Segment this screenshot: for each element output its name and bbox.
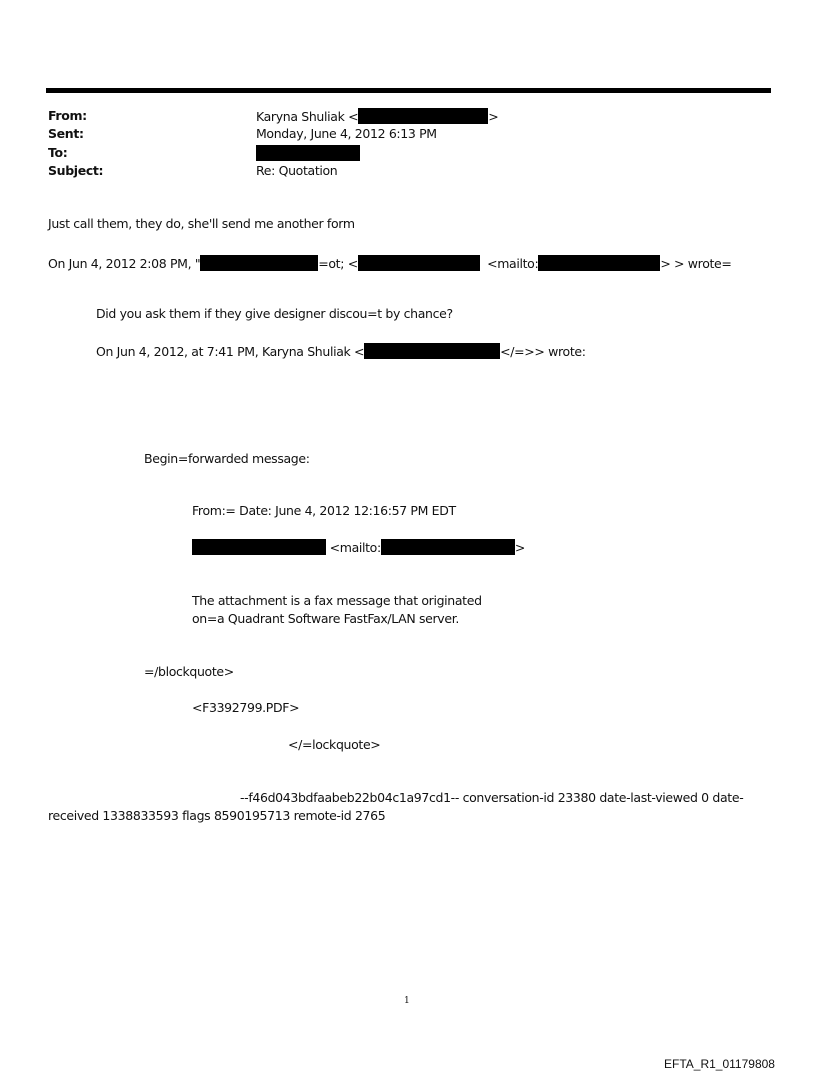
subject-value: Re: Quotation <box>256 163 338 178</box>
meta-line-2: received 1338833593 flags 8590195713 remote-id 2765 <box>48 808 386 823</box>
lockquote-line: </=lockquote> <box>288 737 381 752</box>
on-line-start: On Jun 4, 2012 2:08 PM, " <box>48 256 201 271</box>
meta-line-1: --f46d043bdfaabeb22b04c1a97cd1-- conversation-id 23380 date-last-viewed 0 date- <box>240 790 744 805</box>
on-line-ot: =ot; < <box>318 256 358 271</box>
on-wrote-line <box>48 255 732 272</box>
blockquote-end: =/blockquote> <box>144 664 234 679</box>
from-name: Karyna Shuliak < <box>256 109 359 124</box>
body-line-1: Just call them, they do, she'll send me another form <box>48 216 355 231</box>
attachment-line-1: The attachment is a fax message that originated <box>192 593 482 608</box>
quote-line-2-start: On Jun 4, 2012, at 7:41 PM, Karyna Shuliak < <box>96 344 365 359</box>
redaction-block <box>364 343 500 359</box>
sent-value: Monday, June 4, 2012 6:13 PM <box>256 126 437 141</box>
begin-forwarded: Begin=forwarded message: <box>144 451 310 466</box>
pdf-attachment-name: <F3392799.PDF> <box>192 700 300 715</box>
redaction-block <box>200 255 318 271</box>
redaction-block <box>192 539 326 555</box>
redaction-block <box>358 255 480 271</box>
bates-number: EFTA_R1_01179808 <box>664 1057 775 1071</box>
forwarded-mailto: <mailto: <box>329 540 381 555</box>
redaction-block <box>381 539 515 555</box>
page-number: 1 <box>404 996 410 1006</box>
to-label: To: <box>48 145 68 160</box>
from-close: > <box>488 109 499 124</box>
forwarded-sender-line <box>192 539 525 556</box>
header-rule <box>46 88 771 93</box>
on-line-mailto: <mailto: <box>487 256 539 271</box>
attachment-line-2: on=a Quadrant Software FastFax/LAN server. <box>192 611 459 626</box>
sent-label: Sent: <box>48 126 84 141</box>
from-value <box>256 108 498 125</box>
from-label: From: <box>48 108 87 123</box>
quote-line-2 <box>96 343 586 360</box>
forwarded-from-date: From:= Date: June 4, 2012 12:16:57 PM EDT <box>192 503 456 518</box>
on-line-end: > > wrote= <box>660 256 732 271</box>
subject-label: Subject: <box>48 163 104 178</box>
redaction-block <box>538 255 660 271</box>
redaction-block <box>358 108 488 124</box>
quote-line-1: Did you ask them if they give designer discou=t by chance? <box>96 306 453 321</box>
forwarded-close: > <box>514 540 525 555</box>
quote-line-2-end: </=>> wrote: <box>500 344 586 359</box>
to-redaction-block <box>256 145 360 161</box>
